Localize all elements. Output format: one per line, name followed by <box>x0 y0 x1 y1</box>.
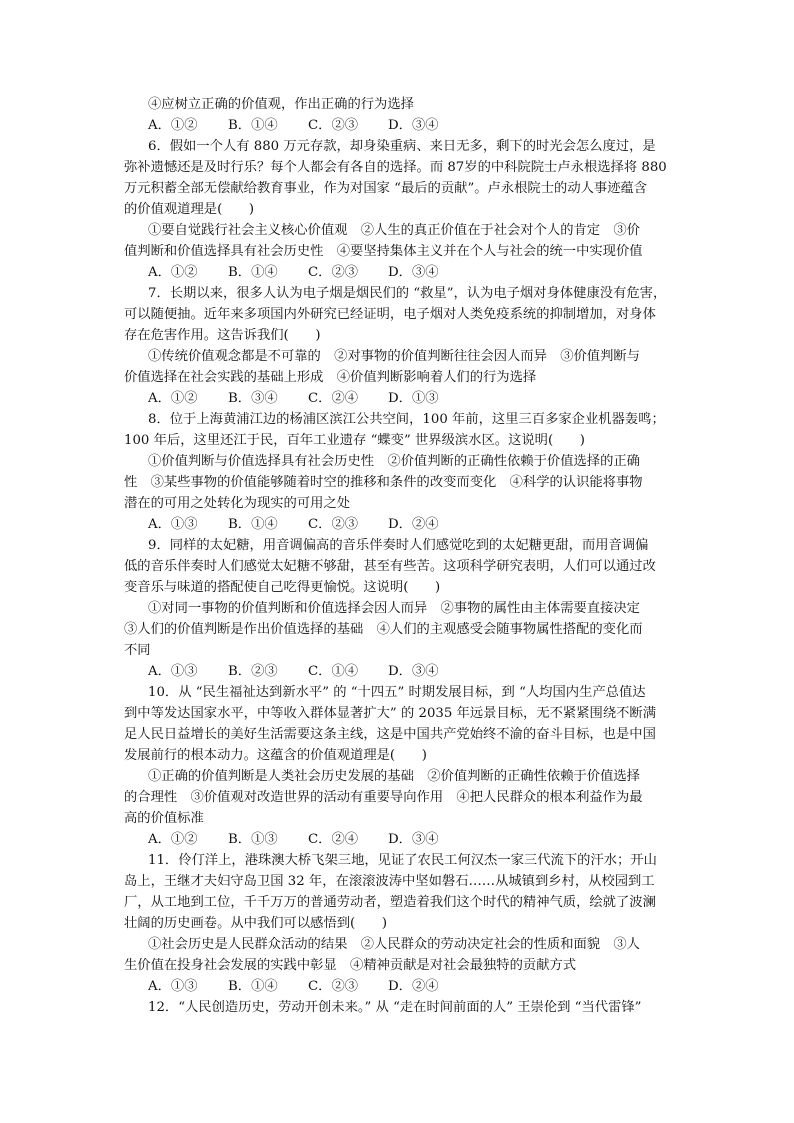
text-line: 10．从 “民生福祉达到新水平” 的 “十四五” 时期发展目标，到 “人均国内生产总值达 <box>148 685 646 700</box>
text-line: 价值选择在社会实践的基础上形成 ④价值判断影响着人们的行为选择 <box>124 370 537 385</box>
text-line: 变音乐与味道的搭配使自己吃得更愉悦。这说明( ) <box>124 580 441 595</box>
text-line: 存在危害作用。这告诉我们( ) <box>124 328 321 343</box>
text-line: ①对同一事物的价值判断和价值选择会因人而异 ②事物的属性由主体需要直接决定 <box>148 601 640 616</box>
answer-option: C．②④ <box>308 391 359 406</box>
text-line: 7．长期以来，很多人认为电子烟是烟民们的 “救星”，认为电子烟对身体健康没有危害， <box>148 286 667 301</box>
answer-option: D．③④ <box>388 118 439 133</box>
answer-option: A．①② <box>148 391 198 406</box>
text-line: 的价值观道理是( ) <box>124 202 255 217</box>
text-line: 发展前行的根本动力。这蕴含的价值观道理是( ) <box>124 748 427 763</box>
answer-options <box>124 514 674 535</box>
document-page <box>124 94 674 1018</box>
answer-option: A．①② <box>148 832 198 847</box>
answer-option: C．②④ <box>308 832 359 847</box>
answer-option: D．③④ <box>388 265 439 280</box>
answer-option: B．①④ <box>228 517 278 532</box>
answer-options <box>124 661 674 682</box>
text-line: 岛上，王继才夫妇守岛卫国 32 年，在滚滚波涛中坚如磐石……从城镇到乡村，从校园到工 <box>124 874 655 889</box>
text-line: 可以随便抽。近年来多项国内外研究已经证明，电子烟对人类免疫系统的抑制增加，对身体 <box>124 307 656 322</box>
text-line: ①要自觉践行社会主义核心价值观 ②人生的真正价值在于社会对个人的肯定 ③价 <box>148 223 640 238</box>
answer-option: D．③④ <box>388 832 439 847</box>
text-line: 潜在的可用之处转化为现实的可用之处 <box>124 496 351 511</box>
answer-option: C．②③ <box>308 979 359 994</box>
answer-options <box>124 115 674 136</box>
answer-options <box>124 829 674 850</box>
text-line: 壮阔的历史画卷。从中我们可以感悟到( ) <box>124 916 388 931</box>
text-line: ①价值判断与价值选择具有社会历史性 ②价值判断的正确性依赖于价值选择的正确 <box>148 454 640 469</box>
text-line: 到中等发达国家水平，中等收入群体显著扩大” 的 2035 年远景目标，无不紧紧围绕不断满 <box>124 706 657 721</box>
answer-option: B．①④ <box>228 118 278 133</box>
answer-option: C．②③ <box>308 118 359 133</box>
text-line: 的合理性 ③价值观对改造世界的活动有重要导向作用 ④把人民群众的根本利益作为最 <box>124 790 643 805</box>
answer-option: B．①④ <box>228 265 278 280</box>
answer-option: D．②④ <box>388 979 439 994</box>
text-line: ④应树立正确的价值观，作出正确的行为选择 <box>148 97 414 112</box>
text-line: 11．伶仃洋上，港珠澳大桥飞架三地，见证了农民工何汉杰一家三代流下的汗水；开山 <box>148 853 657 868</box>
text-line: 厂，从工地到工位，千千万万的普通劳动者，塑造着我们这个时代的精神气质，绘就了波澜 <box>124 895 656 910</box>
text-line: 万元积蓄全部无偿献给教育事业，作为对国家 “最后的贡献”。卢永根院士的动人事迹蕴含 <box>124 181 648 196</box>
answer-option: B．①④ <box>228 979 278 994</box>
text-line: 12．“人民创造历史，劳动开创未来。” 从 “走在时间前面的人” 王崇伦到 “当代雷锋” <box>148 1000 642 1015</box>
answer-option: C．②③ <box>308 517 359 532</box>
answer-option: D．①③ <box>388 391 439 406</box>
text-line: 值判断和价值选择具有社会历史性 ④要坚持集体主义并在个人与社会的统一中实现价值 <box>124 244 643 259</box>
answer-option: A．①③ <box>148 664 198 679</box>
text-line: 高的价值标准 <box>124 811 204 826</box>
answer-option: A．①③ <box>148 517 198 532</box>
answer-option: A．①② <box>148 265 198 280</box>
text-line: 生价值在投身社会发展的实践中彰显 ④精神贡献是对社会最独特的贡献方式 <box>124 958 577 973</box>
answer-option: B．②③ <box>228 664 278 679</box>
text-line: ③人们的价值判断是作出价值选择的基础 ④人们的主观感受会随事物属性搭配的变化而 <box>124 622 643 637</box>
answer-option: B．①③ <box>228 832 278 847</box>
answer-option: C．②③ <box>308 265 359 280</box>
text-line: 9．同样的太妃糖，用音调偏高的音乐伴奏时人们感觉吃到的太妃糖更甜，而用音调偏 <box>148 538 649 553</box>
text-line: 100 年后，这里还江于民，百年工业遗存 “蝶变” 世界级滨水区。这说明( ) <box>124 433 585 448</box>
text-line: 性 ③某些事物的价值能够随着时空的推移和条件的改变而变化 ④科学的认识能将事物 <box>124 475 643 490</box>
text-line: ①正确的价值判断是人类社会历史发展的基础 ②价值判断的正确性依赖于价值选择 <box>148 769 640 784</box>
answer-option: C．①④ <box>308 664 359 679</box>
answer-options <box>124 976 674 997</box>
text-line: ①传统价值观念都是不可靠的 ②对事物的价值判断往往会因人而异 ③价值判断与 <box>148 349 640 364</box>
text-line: 足人民日益增长的美好生活需要这条主线，这是中国共产党始终不渝的奋斗目标，也是中国 <box>124 727 656 742</box>
text-line: 低的音乐伴奏时人们感觉太妃糖不够甜，甚至有些苦。这项科学研究表明，人们可以通过改 <box>124 559 656 574</box>
answer-options <box>124 388 674 409</box>
text-line: 8．位于上海黄浦江边的杨浦区滨江公共空间，100 年前，这里三百多家企业机器轰鸣； <box>148 412 665 427</box>
text-line: 6．假如一个人有 880 万元存款，却身染重病、来日无多，剩下的时光会怎么度过，是 <box>148 139 656 154</box>
answer-option: D．③④ <box>388 664 439 679</box>
answer-options <box>124 262 674 283</box>
text-line: 弥补遗憾还是及时行乐？每个人都会有各自的选择。而 87岁的中科院院士卢永根选择将 880 <box>124 160 667 175</box>
answer-option: D．②④ <box>388 517 439 532</box>
text-line: ①社会历史是人民群众活动的结果 ②人民群众的劳动决定社会的性质和面貌 ③人 <box>148 937 640 952</box>
answer-option: B．③④ <box>228 391 278 406</box>
text-line: 不同 <box>124 643 151 658</box>
answer-option: A．①② <box>148 118 198 133</box>
answer-option: A．①③ <box>148 979 198 994</box>
